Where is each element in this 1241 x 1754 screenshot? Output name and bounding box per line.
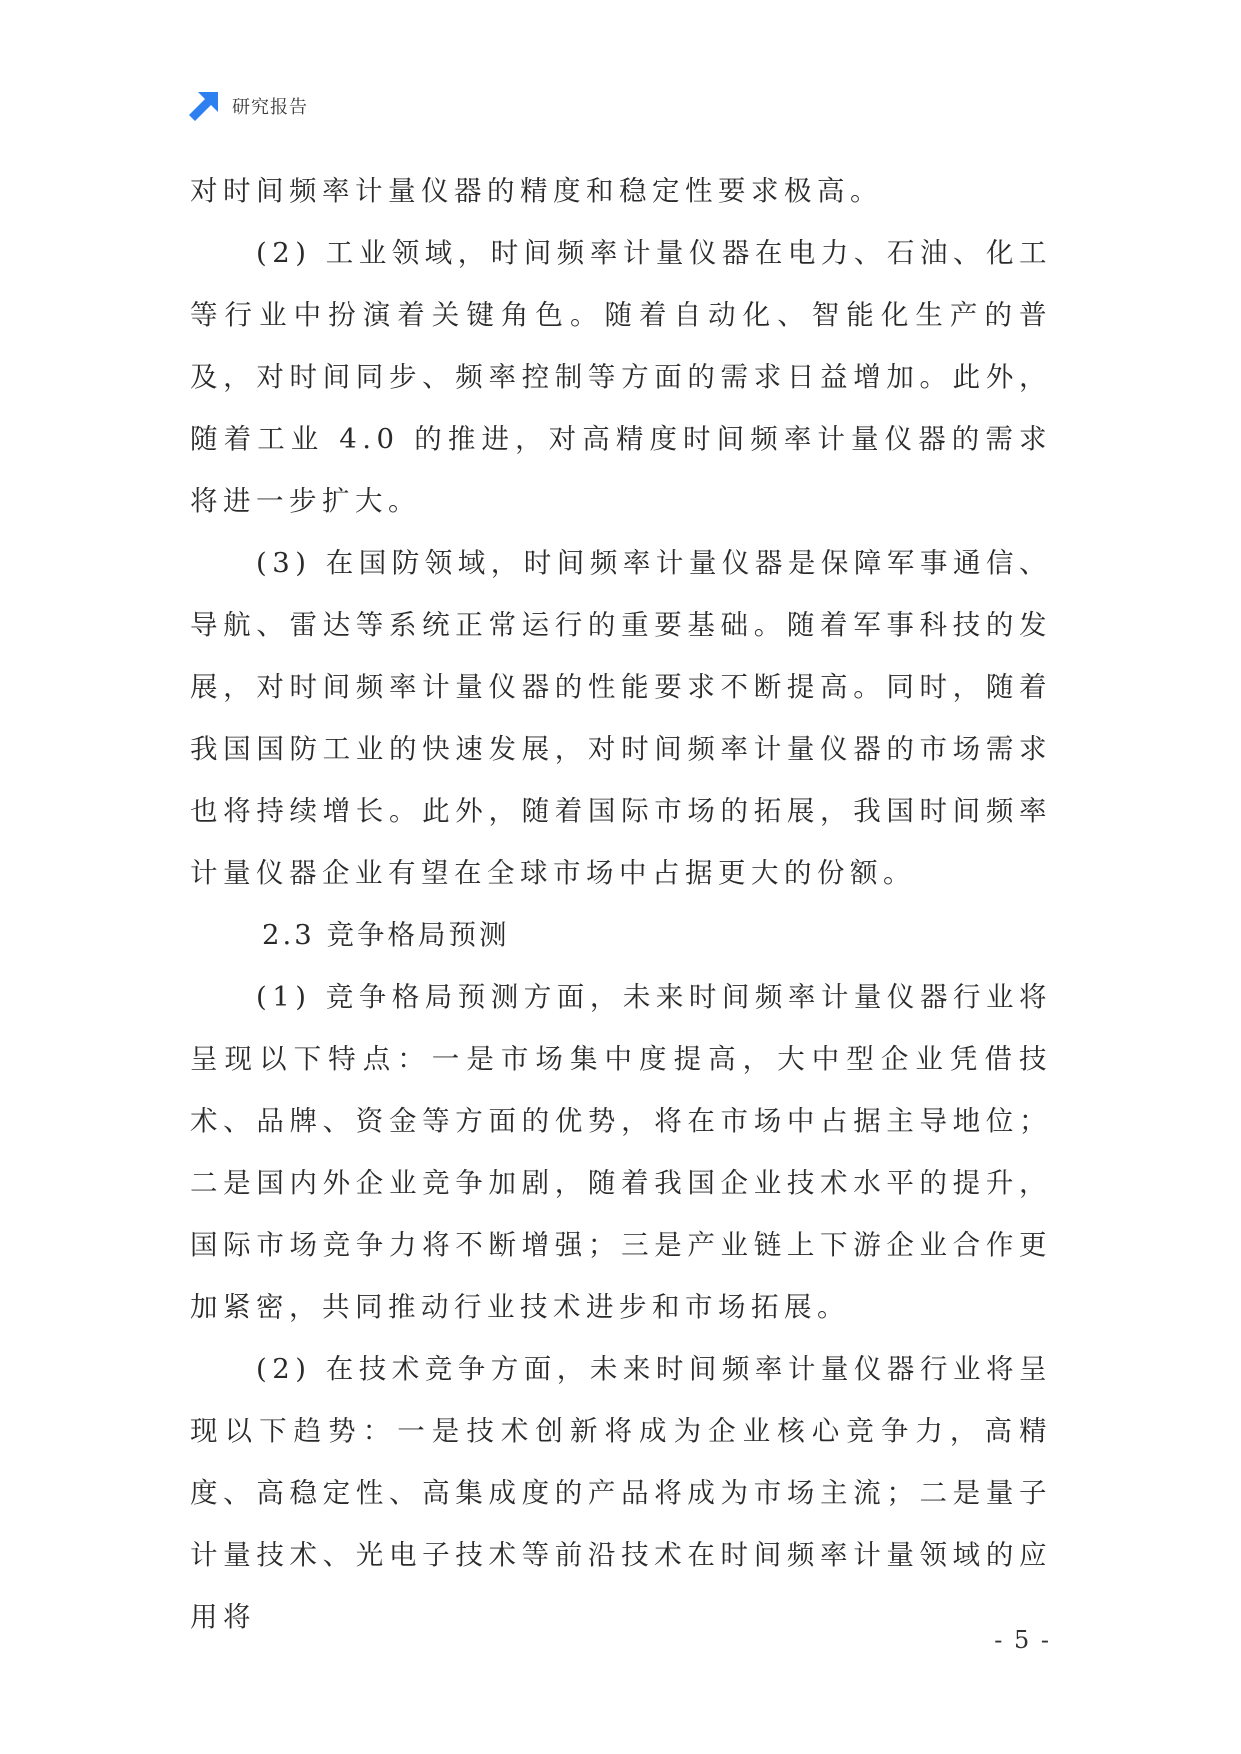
- arrow-up-right-icon: [188, 90, 220, 122]
- paragraph-competition-pattern: (1) 竞争格局预测方面，未来时间频率计量仪器行业将呈现以下特点：一是市场集中度提高，大中型企业凭借技术、品牌、资金等方面的优势，将在市场中占据主导地位；二是国内外企业竞争加剧，随着我国企业技术水平的提升，国际市场竞争力将不断增强；三是产业链上下游企业合作更加紧密，共同推动行业技术进步和市场拓展。: [190, 981, 1052, 1323]
- paragraph-industrial: (2) 工业领域，时间频率计量仪器在电力、石油、化工等行业中扮演着关键角色。随着自动化、智能化生产的普及，对时间同步、频率控制等方面的需求日益增加。此外，随着工业 4.0 的推进，对高精度时间频率计量仪器的需求将进一步扩大。: [190, 237, 1052, 517]
- report-header: [188, 90, 308, 122]
- paragraph-defense: (3) 在国防领域，时间频率计量仪器是保障军事通信、导航、雷达等系统正常运行的重要基础。随着军事科技的发展，对时间频率计量仪器的性能要求不断提高。同时，随着我国国防工业的快速发展，对时间频率计量仪器的市场需求也将持续增长。此外，随着国际市场的拓展，我国时间频率计量仪器企业有望在全球市场中占据更大的份额。: [190, 547, 1052, 889]
- page-number: - 5 -: [994, 1626, 1051, 1654]
- paragraph-technology-competition: (2) 在技术竞争方面，未来时间频率计量仪器行业将呈现以下趋势：一是技术创新将成为企业核心竞争力，高精度、高稳定性、高集成度的产品将成为市场主流；二是量子计量技术、光电子技术等前沿技术在时间频率计量领域的应用将: [190, 1353, 1052, 1633]
- header-title: 研究报告: [232, 97, 308, 118]
- section-heading: 2.3 竞争格局预测: [262, 919, 510, 951]
- paragraph-continuation: 对时间频率计量仪器的精度和稳定性要求极高。: [190, 175, 883, 207]
- document-body: [190, 160, 1052, 1648]
